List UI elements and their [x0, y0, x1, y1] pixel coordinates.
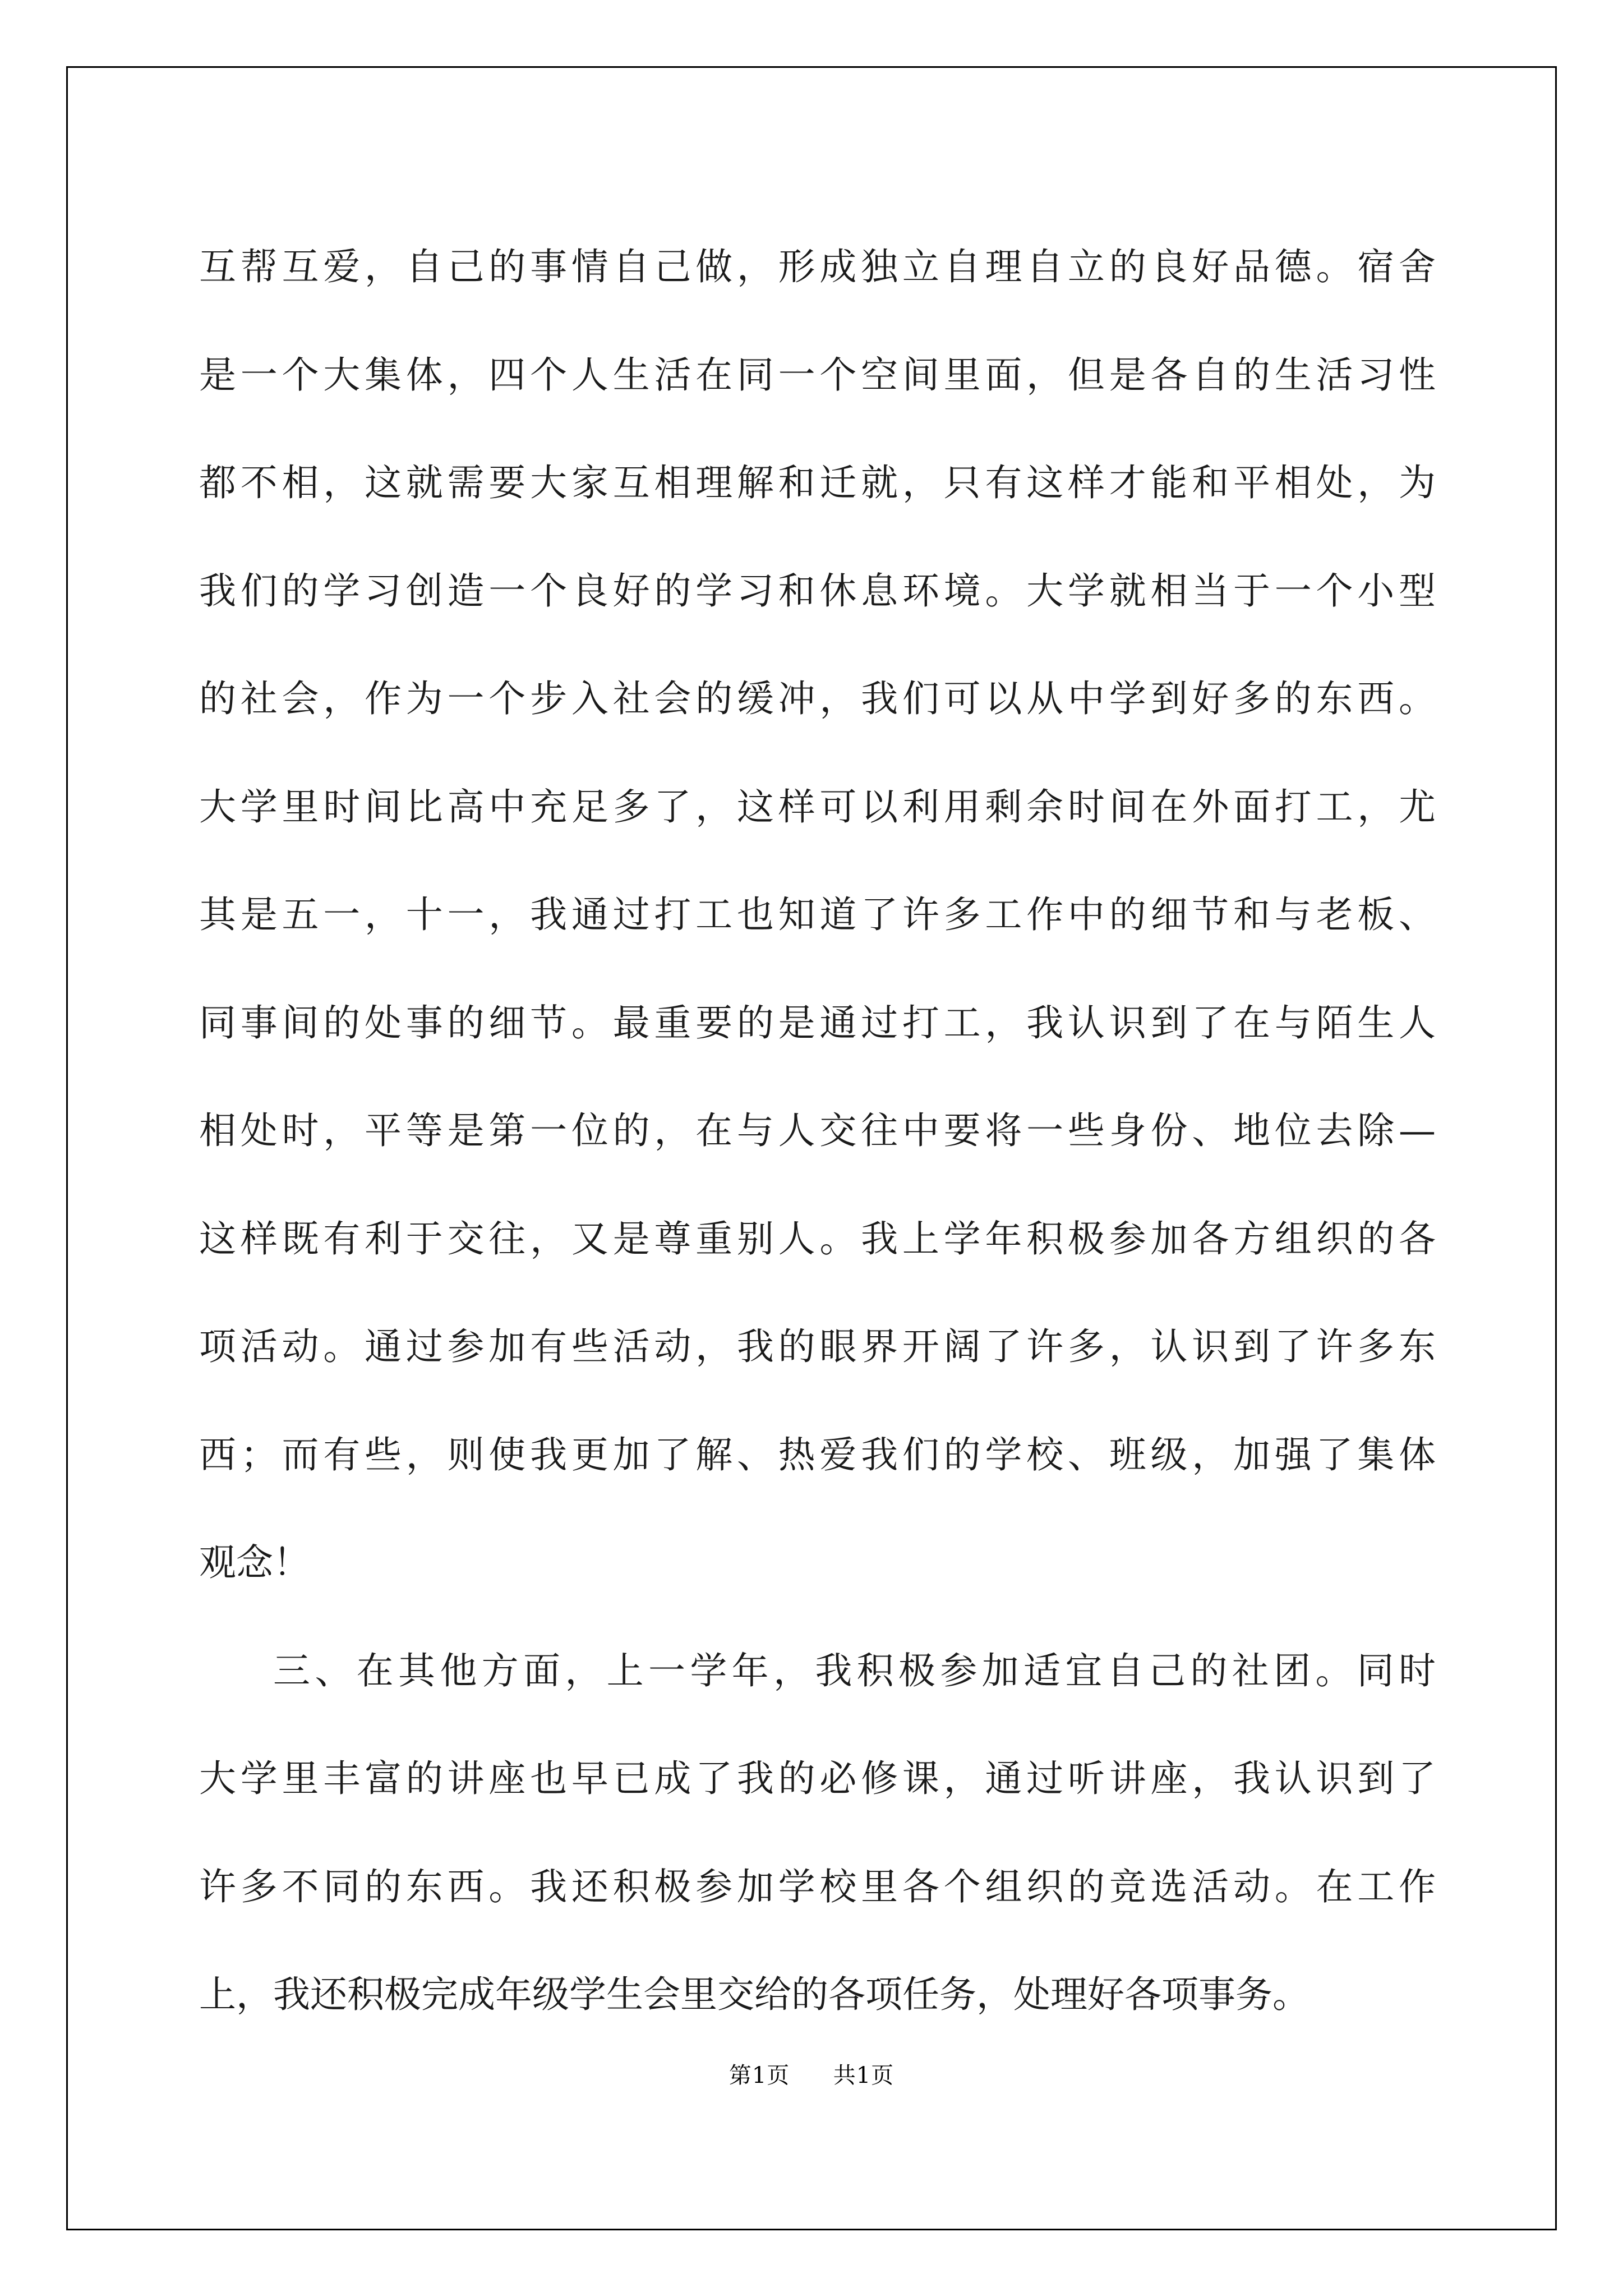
- paragraph-1-line-8: 同事间的处事的细节。最重要的是通过打工，我认识到了在与陌生人: [199, 1001, 1436, 1045]
- paragraph-1-line-13: 观念！: [199, 1541, 310, 1584]
- paragraph-1-line-9: 相处时，平等是第一位的，在与人交往中要将一些身份、地位去除—: [199, 1109, 1436, 1152]
- paragraph-1-line-11: 项活动。通过参加有些活动，我的眼界开阔了许多，认识到了许多东: [199, 1325, 1436, 1368]
- paragraph-2-line-3: 许多不同的东西。我还积极参加学校里各个组织的竞选活动。在工作: [199, 1865, 1436, 1908]
- paragraph-2-line-4: 上，我还积极完成年级学生会里交给的各项任务，处理好各项事务。: [199, 1973, 1310, 2016]
- paragraph-1-line-10: 这样既有利于交往，又是尊重别人。我上学年积极参加各方组织的各: [199, 1217, 1436, 1260]
- paragraph-1-line-12: 西；而有些，则使我更加了解、热爱我们的学校、班级，加强了集体: [199, 1433, 1436, 1476]
- paragraph-1-line-4: 我们的学习创造一个良好的学习和休息环境。大学就相当于一个小型: [199, 569, 1436, 613]
- paragraph-1-line-3: 都不相，这就需要大家互相理解和迁就，只有这样才能和平相处，为: [199, 461, 1436, 504]
- paragraph-1-line-5: 的社会，作为一个步入社会的缓冲，我们可以从中学到好多的东西。: [199, 677, 1436, 720]
- paragraph-2-line-1: 三、在其他方面，上一学年，我积极参加适宜自己的社团。同时: [273, 1649, 1436, 1692]
- paragraph-1-line-6: 大学里时间比高中充足多了，这样可以利用剩余时间在外面打工，尤: [199, 785, 1436, 829]
- page-total: 共1页: [833, 2063, 895, 2088]
- page-footer: [0, 2058, 1623, 2090]
- page-number: 第1页: [728, 2063, 790, 2088]
- paragraph-1-line-1: 互帮互爱，自己的事情自己做，形成独立自理自立的良好品德。宿舍: [199, 245, 1436, 288]
- paragraph-1-line-7: 其是五一，十一，我通过打工也知道了许多工作中的细节和与老板、: [199, 893, 1436, 936]
- paragraph-1-line-2: 是一个大集体，四个人生活在同一个空间里面，但是各自的生活习性: [199, 353, 1436, 397]
- document-body: [199, 213, 1436, 2049]
- paragraph-2-line-2: 大学里丰富的讲座也早已成了我的必修课，通过听讲座，我认识到了: [199, 1757, 1436, 1800]
